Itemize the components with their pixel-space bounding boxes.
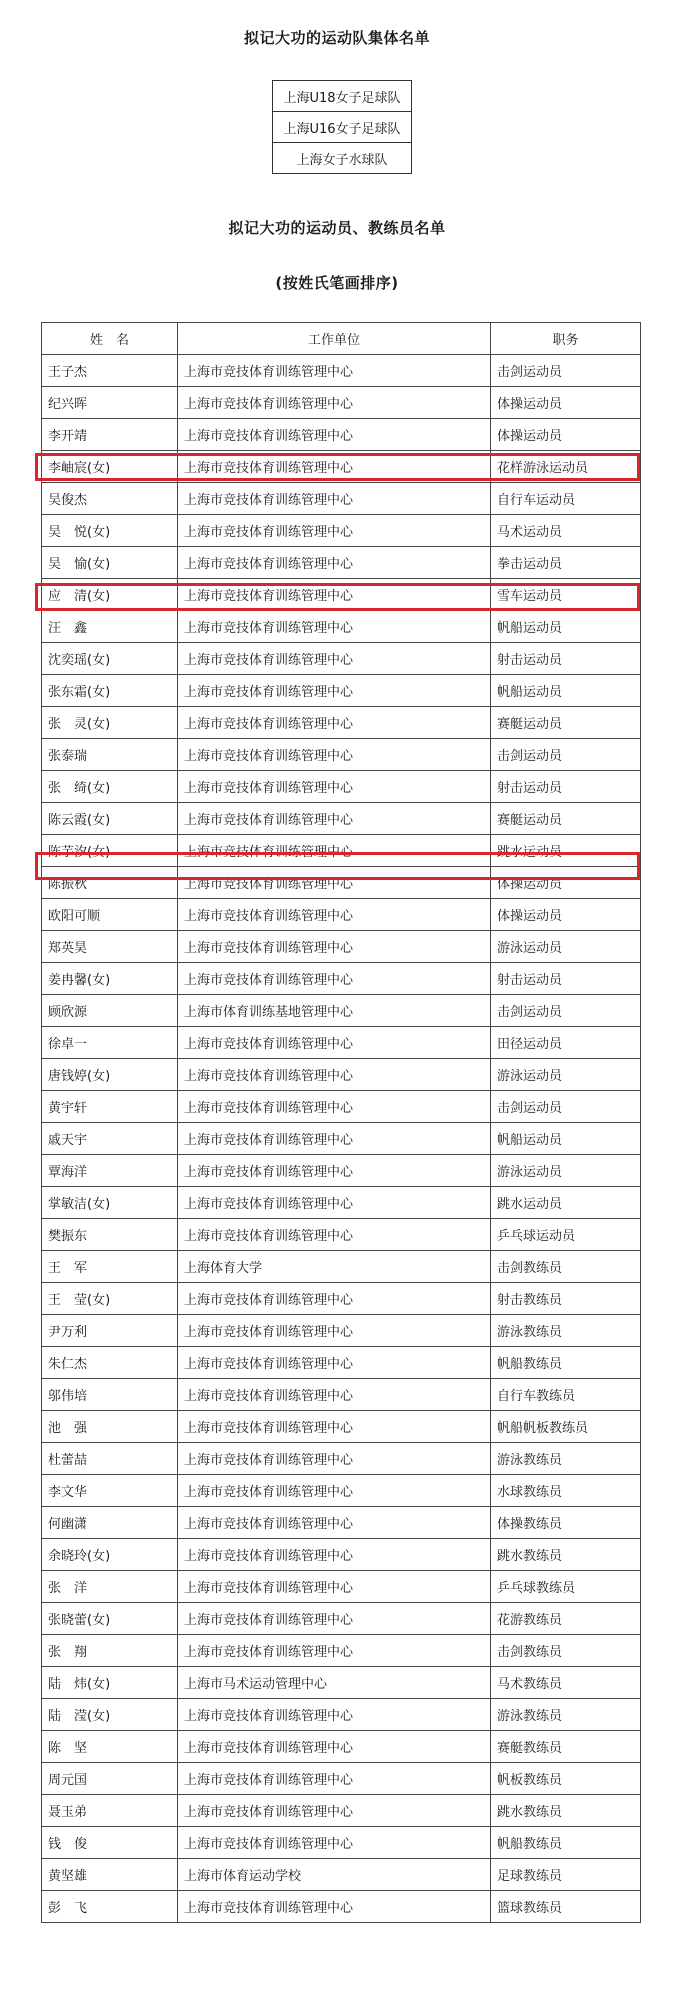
table-row [42, 739, 641, 771]
cell-position: 跳水教练员 [491, 1539, 641, 1571]
cell-name: 李文华 [42, 1475, 178, 1507]
cell-position: 击剑教练员 [491, 1251, 641, 1283]
cell-position: 帆船教练员 [491, 1827, 641, 1859]
cell-name: 戚天宇 [42, 1123, 178, 1155]
cell-unit: 上海市竞技体育训练管理中心 [178, 483, 491, 515]
table-row [42, 1187, 641, 1219]
cell-unit: 上海市竞技体育训练管理中心 [178, 1699, 491, 1731]
cell-name: 何幽潇 [42, 1507, 178, 1539]
cell-position: 击剑教练员 [491, 1635, 641, 1667]
cell-position: 帆船运动员 [491, 611, 641, 643]
table-row [42, 1475, 641, 1507]
cell-position: 篮球教练员 [491, 1891, 641, 1923]
cell-name: 王子杰 [42, 355, 178, 387]
table-row [42, 835, 641, 867]
table-row [42, 1667, 641, 1699]
cell-position: 游泳运动员 [491, 1059, 641, 1091]
cell-name: 汪 鑫 [42, 611, 178, 643]
cell-unit: 上海市竞技体育训练管理中心 [178, 1219, 491, 1251]
cell-name: 黄宇轩 [42, 1091, 178, 1123]
cell-unit: 上海市竞技体育训练管理中心 [178, 771, 491, 803]
header-position: 职务 [491, 323, 641, 355]
cell-unit: 上海市竞技体育训练管理中心 [178, 1059, 491, 1091]
cell-name: 吴俊杰 [42, 483, 178, 515]
cell-position: 花样游泳运动员 [491, 451, 641, 483]
cell-unit: 上海市竞技体育训练管理中心 [178, 707, 491, 739]
table-row [42, 387, 641, 419]
cell-unit: 上海市竞技体育训练管理中心 [178, 1571, 491, 1603]
table-header-row [42, 323, 641, 355]
cell-position: 帆板教练员 [491, 1763, 641, 1795]
table-row [42, 931, 641, 963]
cell-position: 雪车运动员 [491, 579, 641, 611]
cell-name: 钱 俊 [42, 1827, 178, 1859]
table-row [42, 451, 641, 483]
table-row [42, 1763, 641, 1795]
table-row [42, 1859, 641, 1891]
cell-unit: 上海市竞技体育训练管理中心 [178, 1603, 491, 1635]
cell-unit: 上海市竞技体育训练管理中心 [178, 1731, 491, 1763]
cell-name: 邬伟培 [42, 1379, 178, 1411]
people-list-title: 拟记大功的运动员、教练员名单 [228, 219, 446, 237]
cell-name: 张 绮(女) [42, 771, 178, 803]
table-row [42, 995, 641, 1027]
table-row [42, 1219, 641, 1251]
cell-unit: 上海市竞技体育训练管理中心 [178, 419, 491, 451]
cell-position: 射击运动员 [491, 643, 641, 675]
cell-position: 花游教练员 [491, 1603, 641, 1635]
cell-name: 张东霜(女) [42, 675, 178, 707]
cell-position: 体操运动员 [491, 387, 641, 419]
cell-unit: 上海市竞技体育训练管理中心 [178, 547, 491, 579]
table-row [42, 1571, 641, 1603]
cell-name: 顾欣源 [42, 995, 178, 1027]
cell-name: 黄坚雄 [42, 1859, 178, 1891]
cell-position: 体操运动员 [491, 419, 641, 451]
cell-name: 杜蕾喆 [42, 1443, 178, 1475]
cell-unit: 上海市竞技体育训练管理中心 [178, 739, 491, 771]
cell-name: 王 军 [42, 1251, 178, 1283]
cell-position: 帆船运动员 [491, 1123, 641, 1155]
cell-position: 体操运动员 [491, 867, 641, 899]
cell-position: 游泳教练员 [491, 1699, 641, 1731]
cell-unit: 上海市竞技体育训练管理中心 [178, 1187, 491, 1219]
cell-unit: 上海市竞技体育训练管理中心 [178, 1475, 491, 1507]
cell-unit: 上海市竞技体育训练管理中心 [178, 1283, 491, 1315]
teams-list-title: 拟记大功的运动队集体名单 [243, 29, 430, 47]
cell-name: 吴 悦(女) [42, 515, 178, 547]
team-cell: 上海女子水球队 [273, 143, 412, 174]
table-row [42, 1827, 641, 1859]
cell-name: 掌敏洁(女) [42, 1187, 178, 1219]
table-row [42, 1731, 641, 1763]
cell-name: 聂玉弟 [42, 1795, 178, 1827]
cell-name: 陈云霞(女) [42, 803, 178, 835]
table-row [42, 547, 641, 579]
cell-name: 应 清(女) [42, 579, 178, 611]
cell-unit: 上海市竞技体育训练管理中心 [178, 1123, 491, 1155]
table-row [42, 1795, 641, 1827]
cell-unit: 上海市竞技体育训练管理中心 [178, 1027, 491, 1059]
cell-position: 体操运动员 [491, 899, 641, 931]
table-row [42, 1251, 641, 1283]
cell-unit: 上海体育大学 [178, 1251, 491, 1283]
cell-unit: 上海市竞技体育训练管理中心 [178, 1315, 491, 1347]
table-row [42, 1411, 641, 1443]
cell-name: 覃海洋 [42, 1155, 178, 1187]
cell-unit: 上海市竞技体育训练管理中心 [178, 1347, 491, 1379]
cell-unit: 上海市竞技体育训练管理中心 [178, 1091, 491, 1123]
table-row [42, 1443, 641, 1475]
cell-position: 跳水运动员 [491, 835, 641, 867]
cell-position: 跳水运动员 [491, 1187, 641, 1219]
table-row [42, 1315, 641, 1347]
cell-unit: 上海市竞技体育训练管理中心 [178, 963, 491, 995]
cell-unit: 上海市竞技体育训练管理中心 [178, 579, 491, 611]
table-row [42, 963, 641, 995]
table-row [42, 1635, 641, 1667]
cell-name: 张晓蕾(女) [42, 1603, 178, 1635]
cell-name: 樊振东 [42, 1219, 178, 1251]
header-unit: 工作单位 [178, 323, 491, 355]
cell-unit: 上海市竞技体育训练管理中心 [178, 1891, 491, 1923]
cell-unit: 上海市马术运动管理中心 [178, 1667, 491, 1699]
table-row [42, 1027, 641, 1059]
table-row [42, 483, 641, 515]
cell-unit: 上海市竞技体育训练管理中心 [178, 1411, 491, 1443]
cell-position: 马术运动员 [491, 515, 641, 547]
table-row [42, 1603, 641, 1635]
table-row [42, 1283, 641, 1315]
table-row [42, 579, 641, 611]
cell-position: 赛艇教练员 [491, 1731, 641, 1763]
cell-unit: 上海市竞技体育训练管理中心 [178, 1443, 491, 1475]
cell-name: 陈振秋 [42, 867, 178, 899]
team-row [273, 143, 412, 174]
table-row [42, 643, 641, 675]
cell-unit: 上海市竞技体育训练管理中心 [178, 1155, 491, 1187]
table-row [42, 515, 641, 547]
sort-note: (按姓氏笔画排序) [275, 274, 399, 292]
cell-position: 乒乓球运动员 [491, 1219, 641, 1251]
cell-unit: 上海市竞技体育训练管理中心 [178, 643, 491, 675]
table-row [42, 675, 641, 707]
cell-unit: 上海市竞技体育训练管理中心 [178, 1379, 491, 1411]
cell-name: 张 翔 [42, 1635, 178, 1667]
cell-name: 张 洋 [42, 1571, 178, 1603]
cell-unit: 上海市竞技体育训练管理中心 [178, 1507, 491, 1539]
header-name: 姓 名 [42, 323, 178, 355]
table-row [42, 1091, 641, 1123]
cell-position: 体操教练员 [491, 1507, 641, 1539]
cell-unit: 上海市竞技体育训练管理中心 [178, 835, 491, 867]
table-row [42, 1507, 641, 1539]
cell-unit: 上海市竞技体育训练管理中心 [178, 899, 491, 931]
cell-unit: 上海市竞技体育训练管理中心 [178, 515, 491, 547]
cell-position: 赛艇运动员 [491, 803, 641, 835]
cell-unit: 上海市竞技体育训练管理中心 [178, 451, 491, 483]
cell-unit: 上海市竞技体育训练管理中心 [178, 931, 491, 963]
cell-position: 足球教练员 [491, 1859, 641, 1891]
teams-table [272, 80, 412, 174]
table-row [42, 899, 641, 931]
table-row [42, 1155, 641, 1187]
team-row [273, 112, 412, 143]
cell-unit: 上海市体育运动学校 [178, 1859, 491, 1891]
cell-position: 拳击运动员 [491, 547, 641, 579]
cell-name: 唐钱婷(女) [42, 1059, 178, 1091]
cell-position: 射击运动员 [491, 963, 641, 995]
cell-name: 陈芋汐(女) [42, 835, 178, 867]
cell-position: 马术教练员 [491, 1667, 641, 1699]
cell-position: 游泳运动员 [491, 1155, 641, 1187]
cell-position: 击剑运动员 [491, 355, 641, 387]
cell-position: 帆船帆板教练员 [491, 1411, 641, 1443]
table-row [42, 611, 641, 643]
cell-unit: 上海市竞技体育训练管理中心 [178, 1539, 491, 1571]
cell-name: 陆 炜(女) [42, 1667, 178, 1699]
cell-position: 射击教练员 [491, 1283, 641, 1315]
cell-position: 水球教练员 [491, 1475, 641, 1507]
cell-unit: 上海市竞技体育训练管理中心 [178, 1795, 491, 1827]
cell-name: 尹万利 [42, 1315, 178, 1347]
cell-unit: 上海市体育训练基地管理中心 [178, 995, 491, 1027]
cell-name: 王 莹(女) [42, 1283, 178, 1315]
roster-table [41, 322, 641, 1923]
cell-name: 余晓玲(女) [42, 1539, 178, 1571]
cell-name: 纪兴晖 [42, 387, 178, 419]
team-row [273, 81, 412, 112]
team-cell: 上海U16女子足球队 [273, 112, 412, 143]
table-row [42, 1699, 641, 1731]
cell-position: 赛艇运动员 [491, 707, 641, 739]
cell-name: 沈奕瑶(女) [42, 643, 178, 675]
cell-name: 李岫宸(女) [42, 451, 178, 483]
cell-unit: 上海市竞技体育训练管理中心 [178, 387, 491, 419]
table-row [42, 419, 641, 451]
cell-name: 陆 滢(女) [42, 1699, 178, 1731]
cell-position: 射击运动员 [491, 771, 641, 803]
cell-unit: 上海市竞技体育训练管理中心 [178, 675, 491, 707]
cell-position: 自行车运动员 [491, 483, 641, 515]
cell-position: 击剑运动员 [491, 739, 641, 771]
cell-name: 张泰瑞 [42, 739, 178, 771]
cell-unit: 上海市竞技体育训练管理中心 [178, 1827, 491, 1859]
table-row [42, 1539, 641, 1571]
cell-position: 游泳教练员 [491, 1315, 641, 1347]
table-row [42, 1123, 641, 1155]
cell-name: 周元国 [42, 1763, 178, 1795]
table-row [42, 867, 641, 899]
cell-position: 帆船教练员 [491, 1347, 641, 1379]
cell-name: 朱仁杰 [42, 1347, 178, 1379]
cell-name: 姜冉馨(女) [42, 963, 178, 995]
cell-position: 乒乓球教练员 [491, 1571, 641, 1603]
cell-name: 彭 飞 [42, 1891, 178, 1923]
cell-unit: 上海市竞技体育训练管理中心 [178, 803, 491, 835]
table-row [42, 1891, 641, 1923]
cell-name: 欧阳可顺 [42, 899, 178, 931]
cell-position: 帆船运动员 [491, 675, 641, 707]
cell-name: 吴 愉(女) [42, 547, 178, 579]
table-row [42, 1379, 641, 1411]
cell-position: 跳水教练员 [491, 1795, 641, 1827]
table-row [42, 355, 641, 387]
table-row [42, 771, 641, 803]
cell-position: 田径运动员 [491, 1027, 641, 1059]
cell-position: 游泳教练员 [491, 1443, 641, 1475]
cell-position: 击剑运动员 [491, 1091, 641, 1123]
cell-name: 徐卓一 [42, 1027, 178, 1059]
table-row [42, 1347, 641, 1379]
team-cell: 上海U18女子足球队 [273, 81, 412, 112]
cell-unit: 上海市竞技体育训练管理中心 [178, 1763, 491, 1795]
cell-name: 陈 坚 [42, 1731, 178, 1763]
cell-position: 击剑运动员 [491, 995, 641, 1027]
cell-position: 游泳运动员 [491, 931, 641, 963]
cell-name: 张 灵(女) [42, 707, 178, 739]
cell-name: 郑英昊 [42, 931, 178, 963]
table-row [42, 803, 641, 835]
table-row [42, 1059, 641, 1091]
cell-unit: 上海市竞技体育训练管理中心 [178, 1635, 491, 1667]
cell-position: 自行车教练员 [491, 1379, 641, 1411]
cell-unit: 上海市竞技体育训练管理中心 [178, 867, 491, 899]
cell-name: 池 强 [42, 1411, 178, 1443]
table-row [42, 707, 641, 739]
cell-name: 李开靖 [42, 419, 178, 451]
cell-unit: 上海市竞技体育训练管理中心 [178, 355, 491, 387]
cell-unit: 上海市竞技体育训练管理中心 [178, 611, 491, 643]
